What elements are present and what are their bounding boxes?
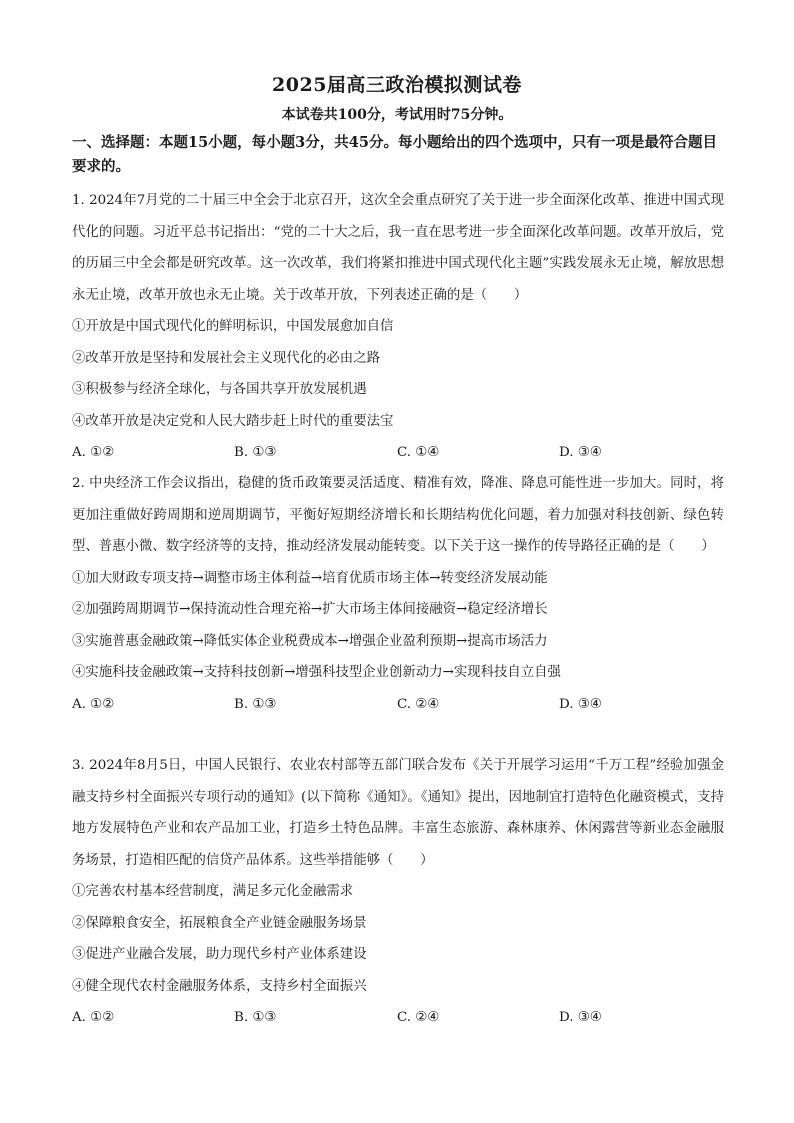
statement-3: ③积极参与经济全球化，与各国共享开放发展机遇 bbox=[72, 382, 367, 397]
statement-1: ①加大财政专项支持→调整市场主体利益→培育优质市场主体→转变经济发展动能 bbox=[72, 570, 548, 586]
choice-d[interactable]: D. ③④ bbox=[559, 445, 602, 460]
choice-a[interactable]: A. ①② bbox=[72, 696, 115, 712]
choice-b[interactable]: B. ①③ bbox=[234, 696, 277, 712]
choice-c[interactable]: C. ②④ bbox=[397, 696, 440, 712]
question-3 bbox=[72, 750, 724, 1034]
statement-4: ④改革开放是决定党和人民大踏步赶上时代的重要法宝 bbox=[72, 413, 394, 429]
answer-choices bbox=[72, 1002, 724, 1034]
answer-choices bbox=[72, 437, 724, 469]
statement-2: ②加强跨周期调节→保持流动性合理充裕→扩大市场主体间接融资→稳定经济增长 bbox=[72, 602, 548, 617]
choice-d[interactable]: D. ③④ bbox=[559, 696, 602, 712]
question-stem: 1. 2024年7月党的二十届三中全会于北京召开，这次全会重点研究了关于进一步全面深化改革、推进中国式现代化的问题。习近平总书记指出：“党的二十大之后，我一直在思考进一步全面深化改革问题。改革开放后，党的历届三中全会都是研究改革。这一次改革，我们将紧扣推进中国式现代化主题”实践发展永无止境，解放思想永无止境，改革开放也永无止境。关于改革开放，下列表述正确的是（ ） bbox=[72, 193, 724, 303]
answer-choices bbox=[72, 689, 724, 721]
choice-b[interactable]: B. ①③ bbox=[234, 1010, 277, 1025]
section-header: 一、选择题：本题15小题，每小题3分，共45分。每小题给出的四个选项中，只有一项是最符合题目要求的。 bbox=[72, 134, 717, 175]
choice-c[interactable]: C. ②④ bbox=[397, 1010, 440, 1025]
statement-2: ②保障粮食安全，拓展粮食全产业链金融服务场景 bbox=[72, 915, 367, 931]
exam-subtitle: 本试卷共100分，考试用时75分钟。 bbox=[281, 107, 513, 123]
statement-3: ③实施普惠金融政策→降低实体企业税费成本→增强企业盈利预期→提高市场活力 bbox=[72, 633, 548, 649]
question-stem: 3. 2024年8月5日，中国人民银行、农业农村部等五部门联合发布《关于开展学习运用“千万工程”经验加强金融支持乡村全面振兴专项行动的通知》(以下简称《通知》。《通知》提出，因地制宜打造特色化融资模式，支持地方发展特色产业和农产品加工业，打造乡土特色品牌。丰富生态旅游、森林康养、休闲露营等新业态金融服务场景，打造相匹配的信贷产品体系。这些举措能够（ ） bbox=[72, 758, 724, 868]
exam-title: 2025届高三政治模拟测试卷 bbox=[272, 74, 522, 96]
choice-a[interactable]: A. ①② bbox=[72, 445, 115, 460]
statement-4: ④健全现代农村金融服务体系，支持乡村全面振兴 bbox=[72, 978, 367, 994]
choice-a[interactable]: A. ①② bbox=[72, 1010, 115, 1025]
statement-2: ②改革开放是坚持和发展社会主义现代化的必由之路 bbox=[72, 350, 380, 366]
choice-d[interactable]: D. ③④ bbox=[559, 1010, 602, 1025]
statement-1: ①开放是中国式现代化的鲜明标识，中国发展愈加自信 bbox=[72, 319, 394, 334]
question-2 bbox=[72, 468, 724, 720]
statement-4: ④实施科技金融政策→支持科技创新→增强科技型企业创新动力→实现科技自立自强 bbox=[72, 665, 561, 680]
choice-b[interactable]: B. ①③ bbox=[234, 445, 277, 460]
question-stem: 2. 中央经济工作会议指出，稳健的货币政策要灵活适度、精准有效，降准、降息可能性进一步加大。同时，将更加注重做好跨周期和逆周期调节，平衡好短期经济增长和长期结构优化问题，着力加强对科技创新、绿色转型、普惠小微、数字经济等的支持，推动经济发展动能转变。以下关于这一操作的传导路径正确的是（ ） bbox=[72, 476, 724, 554]
statement-3: ③促进产业融合发展，助力现代乡村产业体系建设 bbox=[72, 947, 367, 962]
question-1 bbox=[72, 185, 724, 469]
statement-1: ①完善农村基本经营制度，满足多元化金融需求 bbox=[72, 884, 354, 899]
choice-c[interactable]: C. ①④ bbox=[397, 445, 440, 460]
